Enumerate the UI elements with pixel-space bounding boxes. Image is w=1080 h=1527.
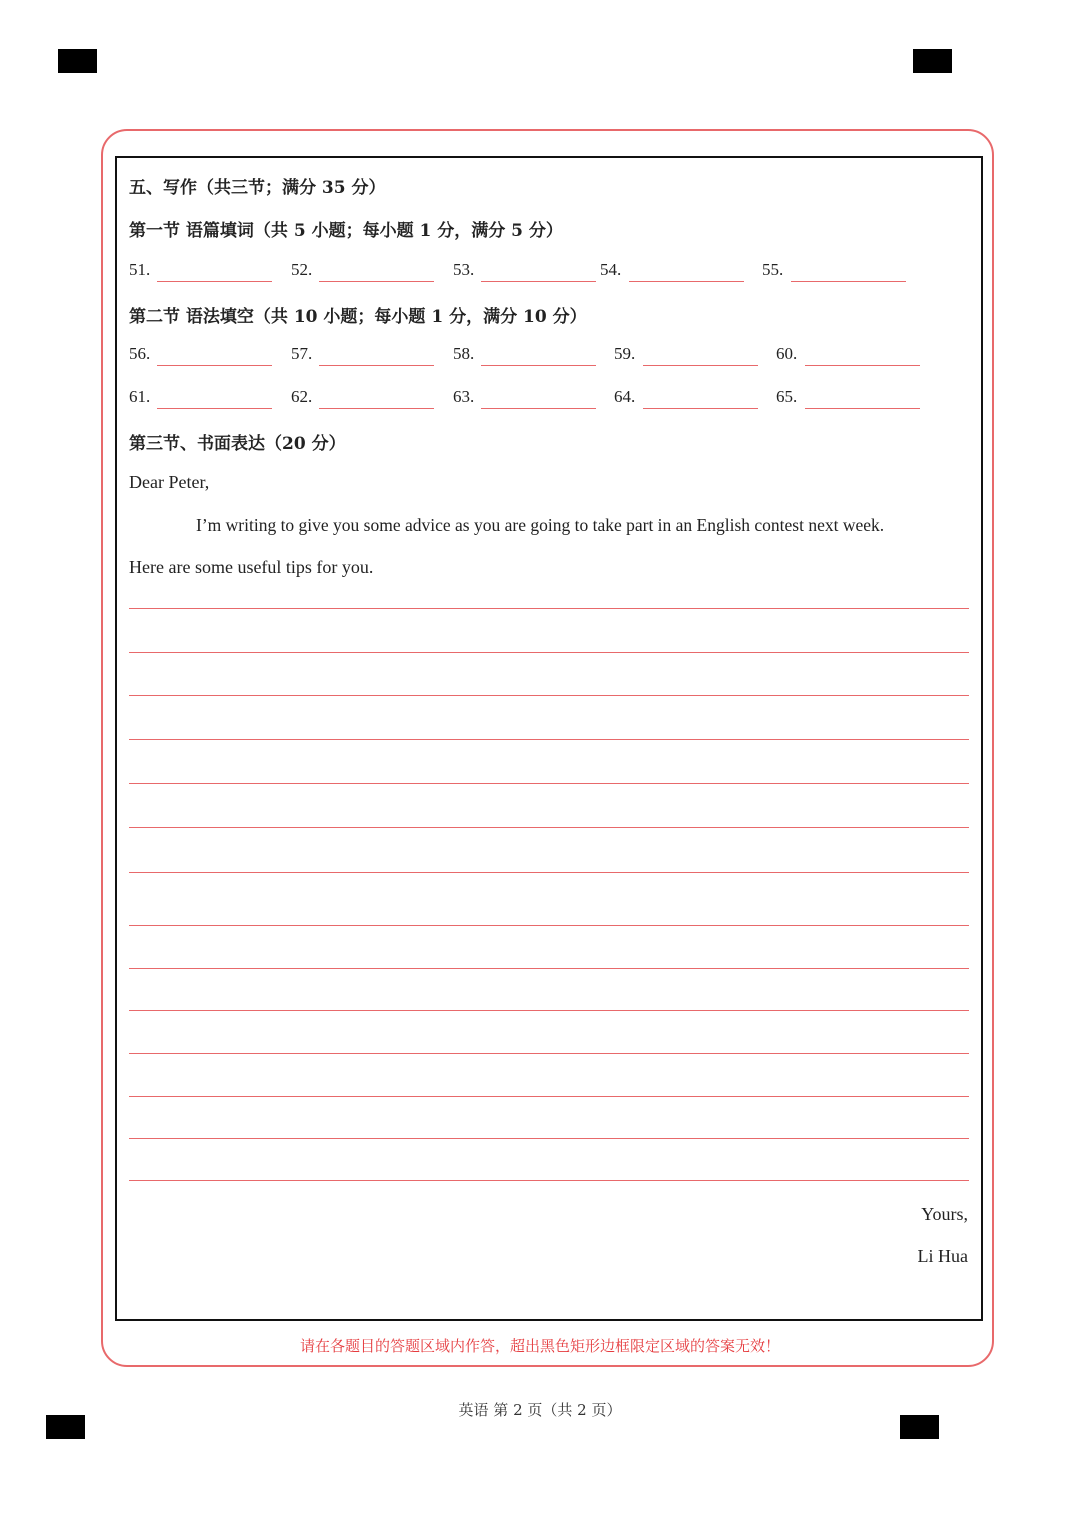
writing-line[interactable] (129, 1138, 969, 1139)
question-number: 52. (291, 260, 313, 279)
answer-blank[interactable] (481, 408, 596, 409)
question-number: 63. (453, 387, 475, 406)
answer-blank[interactable] (643, 408, 758, 409)
part3-title: 第三节、书面表达（20 分） (129, 434, 346, 454)
question-number: 58. (453, 344, 475, 363)
question-number: 64. (614, 387, 636, 406)
question-number: 53. (453, 260, 475, 279)
part2-answer-row-1 (129, 344, 969, 370)
question-number: 60. (776, 344, 798, 363)
answer-blank[interactable] (157, 281, 272, 282)
part1-answer-row (129, 260, 969, 286)
writing-line[interactable] (129, 783, 969, 784)
writing-line[interactable] (129, 608, 969, 609)
answer-blank[interactable] (643, 365, 758, 366)
writing-line[interactable] (129, 925, 969, 926)
part2-answer-row-2 (129, 387, 969, 413)
letter-closing: Yours, (921, 1204, 968, 1224)
letter-signature: Li Hua (917, 1246, 968, 1266)
alignment-marker-top-right (913, 49, 952, 73)
answer-blank[interactable] (157, 408, 272, 409)
letter-opening-line-2: Here are some useful tips for you. (129, 557, 374, 577)
answer-blank[interactable] (157, 365, 272, 366)
answer-area-warning: 请在各题目的答题区域内作答，超出黑色矩形边框限定区域的答案无效！ (299, 1337, 780, 1355)
part2-title: 第二节 语法填空（共 10 小题；每小题 1 分，满分 10 分） (129, 307, 587, 327)
writing-line[interactable] (129, 1180, 969, 1181)
answer-blank[interactable] (481, 281, 596, 282)
question-number: 55. (762, 260, 784, 279)
letter-opening-line-1: I’m writing to give you some advice as you are going to take part in an English contest next week. (196, 515, 885, 535)
writing-line[interactable] (129, 872, 969, 873)
writing-line[interactable] (129, 968, 969, 969)
answer-blank[interactable] (319, 408, 434, 409)
question-number: 59. (614, 344, 636, 363)
writing-line[interactable] (129, 1053, 969, 1054)
letter-salutation: Dear Peter, (129, 472, 210, 492)
section-title: 五、写作（共三节；满分 35 分） (129, 178, 386, 198)
question-number: 57. (291, 344, 313, 363)
answer-blank[interactable] (805, 408, 920, 409)
answer-blank[interactable] (481, 365, 596, 366)
part1-title: 第一节 语篇填词（共 5 小题；每小题 1 分，满分 5 分） (129, 221, 563, 241)
answer-blank[interactable] (319, 281, 434, 282)
writing-line[interactable] (129, 652, 969, 653)
writing-line[interactable] (129, 1010, 969, 1011)
question-number: 51. (129, 260, 151, 279)
question-number: 65. (776, 387, 798, 406)
answer-blank[interactable] (319, 365, 434, 366)
answer-blank[interactable] (805, 365, 920, 366)
question-number: 54. (600, 260, 622, 279)
alignment-marker-top-left (58, 49, 97, 73)
question-number: 56. (129, 344, 151, 363)
writing-line[interactable] (129, 695, 969, 696)
question-number: 61. (129, 387, 151, 406)
writing-line[interactable] (129, 739, 969, 740)
page-footer: 英语 第 2 页（共 2 页） (458, 1401, 622, 1419)
writing-line[interactable] (129, 1096, 969, 1097)
answer-blank[interactable] (629, 281, 744, 282)
question-number: 62. (291, 387, 313, 406)
answer-blank[interactable] (791, 281, 906, 282)
writing-line[interactable] (129, 827, 969, 828)
